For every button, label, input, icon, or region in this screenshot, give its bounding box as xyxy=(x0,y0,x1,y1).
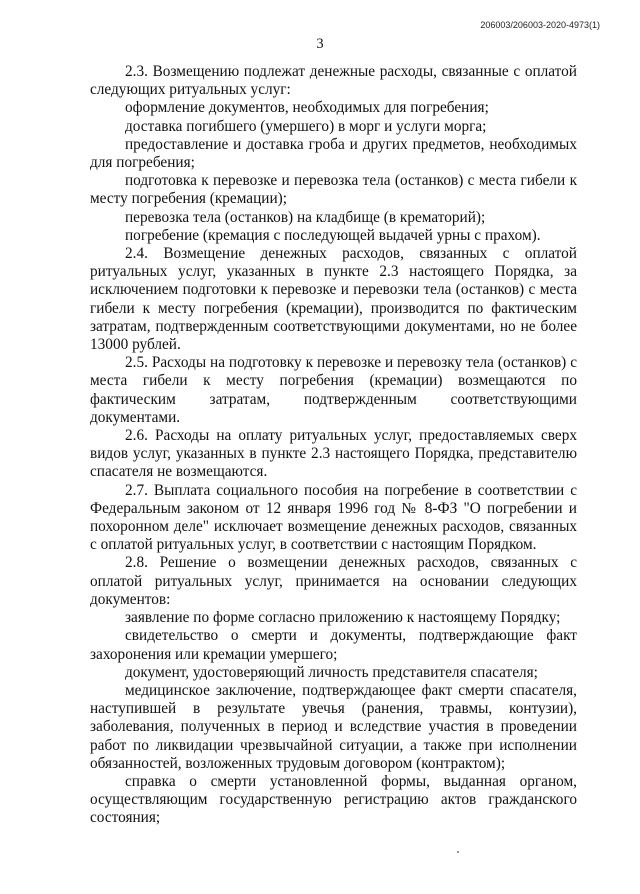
paragraph-2-7: 2.7. Выплата социального пособия на погребение в соответствии с Федеральным законом от 12 января 1996 год № 8-ФЗ "О погребении и похоронном деле" исключает возмещение денежных расходов, связанных с оплатой ритуальных услуг, в соответствии с настоящим Порядком. xyxy=(90,481,577,554)
paragraph-2-3: 2.3. Возмещению подлежат денежные расходы, связанные с оплатой следующих ритуальных услуг: xyxy=(90,63,577,99)
list-item: свидетельство о смерти и документы, подтверждающие факт захоронения или кремации умершего; xyxy=(90,627,577,663)
list-item: перевозка тела (останков) на кладбище (в крематорий); xyxy=(125,208,486,226)
page-number: 3 xyxy=(316,36,324,52)
paragraph-2-8: 2.8. Решение о возмещении денежных расходов, связанных с оплатой ритуальных услуг, принимается на основании следующих документов: xyxy=(90,554,577,608)
list-item: предоставление и доставка гроба и других предметов, необходимых для погребения; xyxy=(90,135,577,172)
list-item: подготовка к перевозке и перевозка тела (останков) с места гибели к месту погребения (кремации); xyxy=(90,172,577,208)
paragraph-2-5: 2.5. Расходы на подготовку к перевозке и перевозку тела (останков) с места гибели к месту погребения (кремации) возмещаются по фактическим затратам, подтвержденным соответствующими документами. xyxy=(90,354,577,426)
document-id: 206003/206003-2020-4973(1) xyxy=(480,20,600,30)
list-item: справка о смерти установленной формы, выданная органом, осуществляющим государственную регистрацию актов гражданского состояния; xyxy=(90,772,577,827)
paragraph-2-4: 2.4. Возмещение денежных расходов, связанных с оплатой ритуальных услуг, указанных в пункте 2.3 настоящего Порядка, за исключением подготовки к перевозке и перевозки тела (останков) с места гибели к месту погребения (кремации), производится по фактическим затратам, подтвержденным соответствующими документами, но не более 13000 рублей. xyxy=(90,245,577,354)
list-item: заявление по форме согласно приложению к настоящему Порядку; xyxy=(125,609,561,627)
paragraph-2-6: 2.6. Расходы на оплату ритуальных услуг, предоставляемых сверх видов услуг, указанных в пункте 2.3 настоящего Порядка, представителю спасателя не возмещаются. xyxy=(90,427,577,481)
list-item: документ, удостоверяющий личность представителя спасателя; xyxy=(125,663,538,681)
document-body xyxy=(90,63,577,828)
list-item: доставка погибшего (умершего) в морг и услуги морга; xyxy=(125,117,487,135)
list-item: медицинское заключение, подтверждающее факт смерти спасателя, наступившей в результате увечья (ранения, травмы, контузии), заболевания, полученных в период и вследствие участия в проведении работ по ликвидации чрезвычайной ситуации, а также при исполнении обязанностей, возложенных трудовым договором (контрактом); xyxy=(90,681,577,772)
scan-speck xyxy=(457,851,459,853)
list-item: погребение (кремация с последующей выдачей урны с прахом). xyxy=(125,226,541,244)
list-item: оформление документов, необходимых для погребения; xyxy=(125,99,489,117)
